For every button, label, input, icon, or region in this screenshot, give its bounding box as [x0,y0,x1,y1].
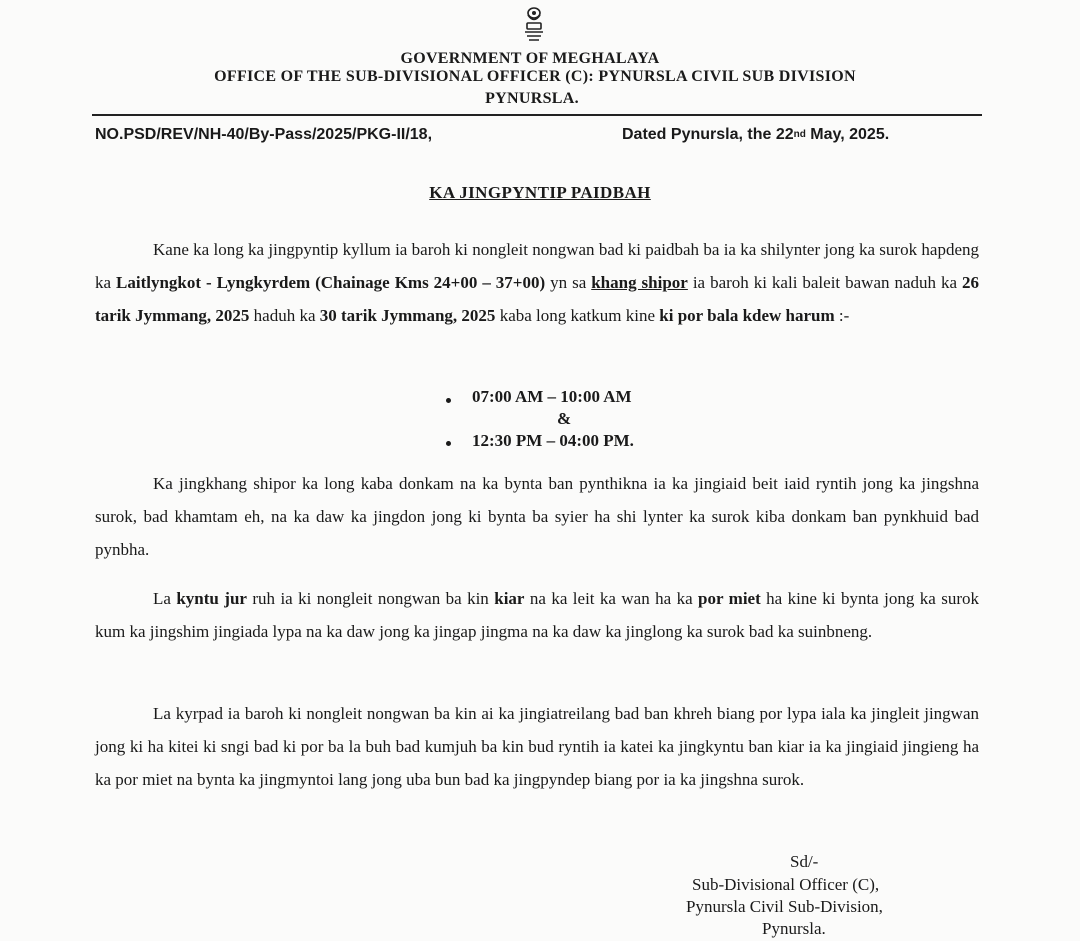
header-divider [92,114,982,116]
office-location: PYNURSLA. [485,90,579,107]
time-slot-morning: 07:00 AM – 10:00 AM [472,387,632,406]
time-slot-afternoon: 12:30 PM – 04:00 PM. [472,431,634,450]
paragraph-advisory: La kyntu jur ruh ia ki nongleit nongwan ba kin kiar na ka leit ka wan ha ka por miet ha kine ki bynta jong ka surok kum ka jingshim jingiada lypa na ka daw jong ka jingap jingma na ka daw ka jinglong ka surok bad ka suinbneng. [95,589,979,641]
bullet-icon [446,441,451,446]
signatory-title: Sub-Divisional Officer (C), [692,875,880,894]
office-name: OFFICE OF THE SUB-DIVISIONAL OFFICER (C): PYNURSLA CIVIL SUB DIVISION [214,68,856,85]
time-slot-conjunction: & [557,409,572,428]
signatory-place: Pynursla. [762,919,826,938]
government-name: GOVERNMENT OF MEGHALAYA [400,50,660,67]
bullet-icon [446,398,451,403]
paragraph-reason: Ka jingkhang shipor ka long kaba donkam na ka bynta ban pynthikna ia ka jingiaid beit iaid ryntih jong ka jingshna surok, bad khamtam eh, na ka daw ka jingdon jong ki bynta ba syier ha shi lynter ka surok kiba donkam ban pynkhuid bad pynbha. [95,474,979,559]
signature-sd: Sd/- [790,852,819,871]
paragraph-intro: Kane ka long ka jingpyntip kyllum ia baroh ki nongleit nongwan bad ki paidbah ba ia ka shilynter jong ka surok hapdeng ka Laitlyngkot - Lyngkyrdem (Chainage Kms 24+00 – 37+00) yn sa khang shipor ia baroh ki kali baleit bawan naduh ka 26 tarik Jymmang, 2025 haduh ka 30 tarik Jymmang, 2025 kaba long katkum kine ki por bala kdew harum :- [95,240,979,325]
signatory-office: Pynursla Civil Sub-Division, [686,897,883,916]
notice-title: KA JINGPYNTIP PAIDBAH [429,183,651,202]
paragraph-request: La kyrpad ia baroh ki nongleit nongwan ba kin ai ka jingiatreilang bad ban khreh biang por lypa iala ka jingleit jingwan jong ki ha kitei ki sngi bad ki por ba la buh bad kumjuh ba kin bud ryntih ia katei ka jingkyntu ban kiar ia ka jingiaid jingieng ha ka por miet na bynta ka jingmyntoi lang jong uba bun bad ka jingpyndep biang por ia ka jingshna surok. [95,704,979,789]
state-emblem-icon [521,6,547,44]
reference-number: NO.PSD/REV/NH-40/By-Pass/2025/PKG-II/18, [95,126,433,143]
dated-line: Dated Pynursla, the 22nd May, 2025. [622,126,890,143]
